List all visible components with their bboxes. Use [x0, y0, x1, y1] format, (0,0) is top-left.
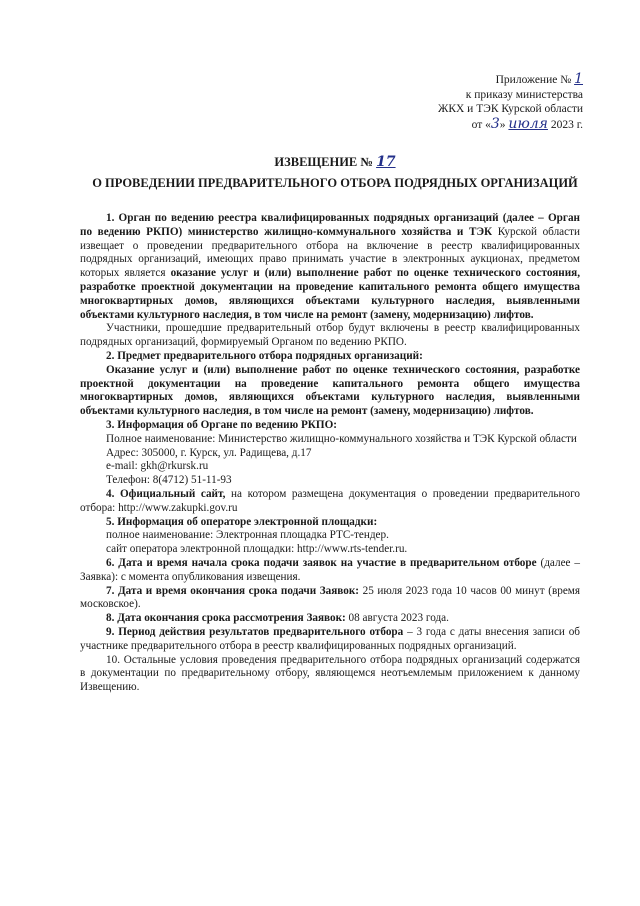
- section-7: [80, 585, 580, 613]
- annex-title-prefix: Приложение №: [495, 74, 572, 86]
- document-body: [80, 212, 580, 695]
- section-3-name: Полное наименование: Министерство жилищно-коммунального хозяйства и ТЭК Курской области: [106, 432, 577, 445]
- section-1-text: Курской области извещает о проведении предварительного отбора на включение в реестр квалифицированных подрядных организаций, имеющих право принимать участие в электронных аукционах, предметом которых является: [80, 225, 580, 280]
- section-5-site: сайт оператора электронной площадки: http://www.rts-tender.ru.: [106, 543, 408, 556]
- section-4-bold: 4. Официальный сайт,: [106, 487, 226, 500]
- section-5-heading: 5. Информация об операторе электронной площадки:: [106, 515, 378, 528]
- annex-date-day: 3: [490, 115, 500, 132]
- annex-date-year: 2023 г.: [550, 118, 583, 131]
- annex-ministry-line: ЖКХ и ТЭК Курской области: [438, 103, 583, 115]
- notice-number: 17: [376, 154, 396, 170]
- notice-label: ИЗВЕЩЕНИЕ №: [274, 155, 373, 169]
- section-3-heading: 3. Информация об Органе по ведению РКПО:: [106, 418, 338, 431]
- annex-title: [405, 72, 583, 88]
- section-1-bold: 1. Орган по ведению реестра квалифицированных подрядных организаций (далее – Орган по ведению РКПО) министерство жилищно-коммунального хозяйства и ТЭК: [80, 212, 580, 238]
- annex-date-month: июля: [508, 115, 548, 132]
- section-6-bold: 6. Дата и время начала срока подачи заявок на участие в предварительном отборе: [106, 556, 537, 569]
- section-7-text: 25 июля 2023 года 10 часов 00 минут (время московское).: [80, 584, 581, 611]
- annex-order-line: к приказу министерства: [465, 88, 583, 101]
- section-3-address: Адрес: 305000, г. Курск, ул. Радищева, д.17: [106, 446, 312, 459]
- section-6-text: (далее – Заявка): с момента опубликования извещения.: [80, 556, 580, 583]
- annex-date-line: [405, 117, 583, 133]
- section-8: [80, 612, 580, 626]
- notice-title: [90, 154, 580, 170]
- section-9-bold: 9. Период действия результатов предварительного отбора: [106, 625, 404, 638]
- annex-number: 1: [574, 71, 583, 87]
- section-3-phone: Телефон: 8(4712) 51-11-93: [106, 474, 232, 487]
- annex-date-mid: »: [499, 118, 506, 131]
- section-2-text: Оказание услуг и (или) выполнение работ по оценке технического состояния, разработке проектной документации на проведение капитального ремонта общего имущества многоквартирных домов, являющихся объектами культурного наследия, выявленными объектами культурного наследия, в том числе на ремонт (замену, модернизацию) лифтов.: [80, 363, 580, 418]
- section-8-bold: 8. Дата окончания срока рассмотрения Заявок:: [106, 612, 346, 625]
- notice-subtitle: О ПРОВЕДЕНИИ ПРЕДВАРИТЕЛЬНОГО ОТБОРА ПОДРЯДНЫХ ОРГАНИЗАЦИЙ: [92, 176, 578, 190]
- section-2-heading: 2. Предмет предварительного отбора подрядных организаций:: [106, 349, 423, 362]
- section-4-text: на котором размещена документация о проведении предварительного отбора: http://www.zakupki.gov.ru: [80, 487, 580, 514]
- section-1-subject: оказание услуг и (или) выполнение работ по оценке технического состояния, разработке проектной документации на проведение капитального ремонта общего имущества многоквартирных домов, являющихся объектами культурного наследия, выявленными объектами культурного наследия, в том числе на ремонт (замену, модернизацию) лифтов.: [80, 267, 581, 321]
- section-6: [80, 557, 580, 585]
- section-1: [80, 212, 580, 322]
- section-4: [80, 488, 580, 516]
- section-5-name: полное наименование: Электронная площадка РТС-тендер.: [106, 529, 389, 542]
- section-1-participants: Участники, прошедшие предварительный отбор будут включены в реестр квалифицированных подрядных организаций, формируемый Органом по ведению РКПО.: [80, 322, 580, 349]
- section-7-bold: 7. Дата и время окончания срока подачи Заявок:: [106, 584, 360, 597]
- section-3-email: e-mail: gkh@rkursk.ru: [106, 460, 209, 473]
- section-9: [80, 626, 580, 654]
- annex-block: [405, 72, 583, 132]
- section-9-text: – 3 года с даты внесения записи об участнике предварительного отбора в реестр квалифицированных подрядных организаций.: [80, 625, 580, 652]
- section-10: 10. Остальные условия проведения предварительного отбора подрядных организаций содержатся в документации по предварительному отбору, являющемся неотъемлемым приложением к данному Извещению.: [80, 653, 580, 694]
- annex-date-prefix: от «: [471, 118, 491, 131]
- section-8-text: 08 августа 2023 года.: [348, 612, 449, 625]
